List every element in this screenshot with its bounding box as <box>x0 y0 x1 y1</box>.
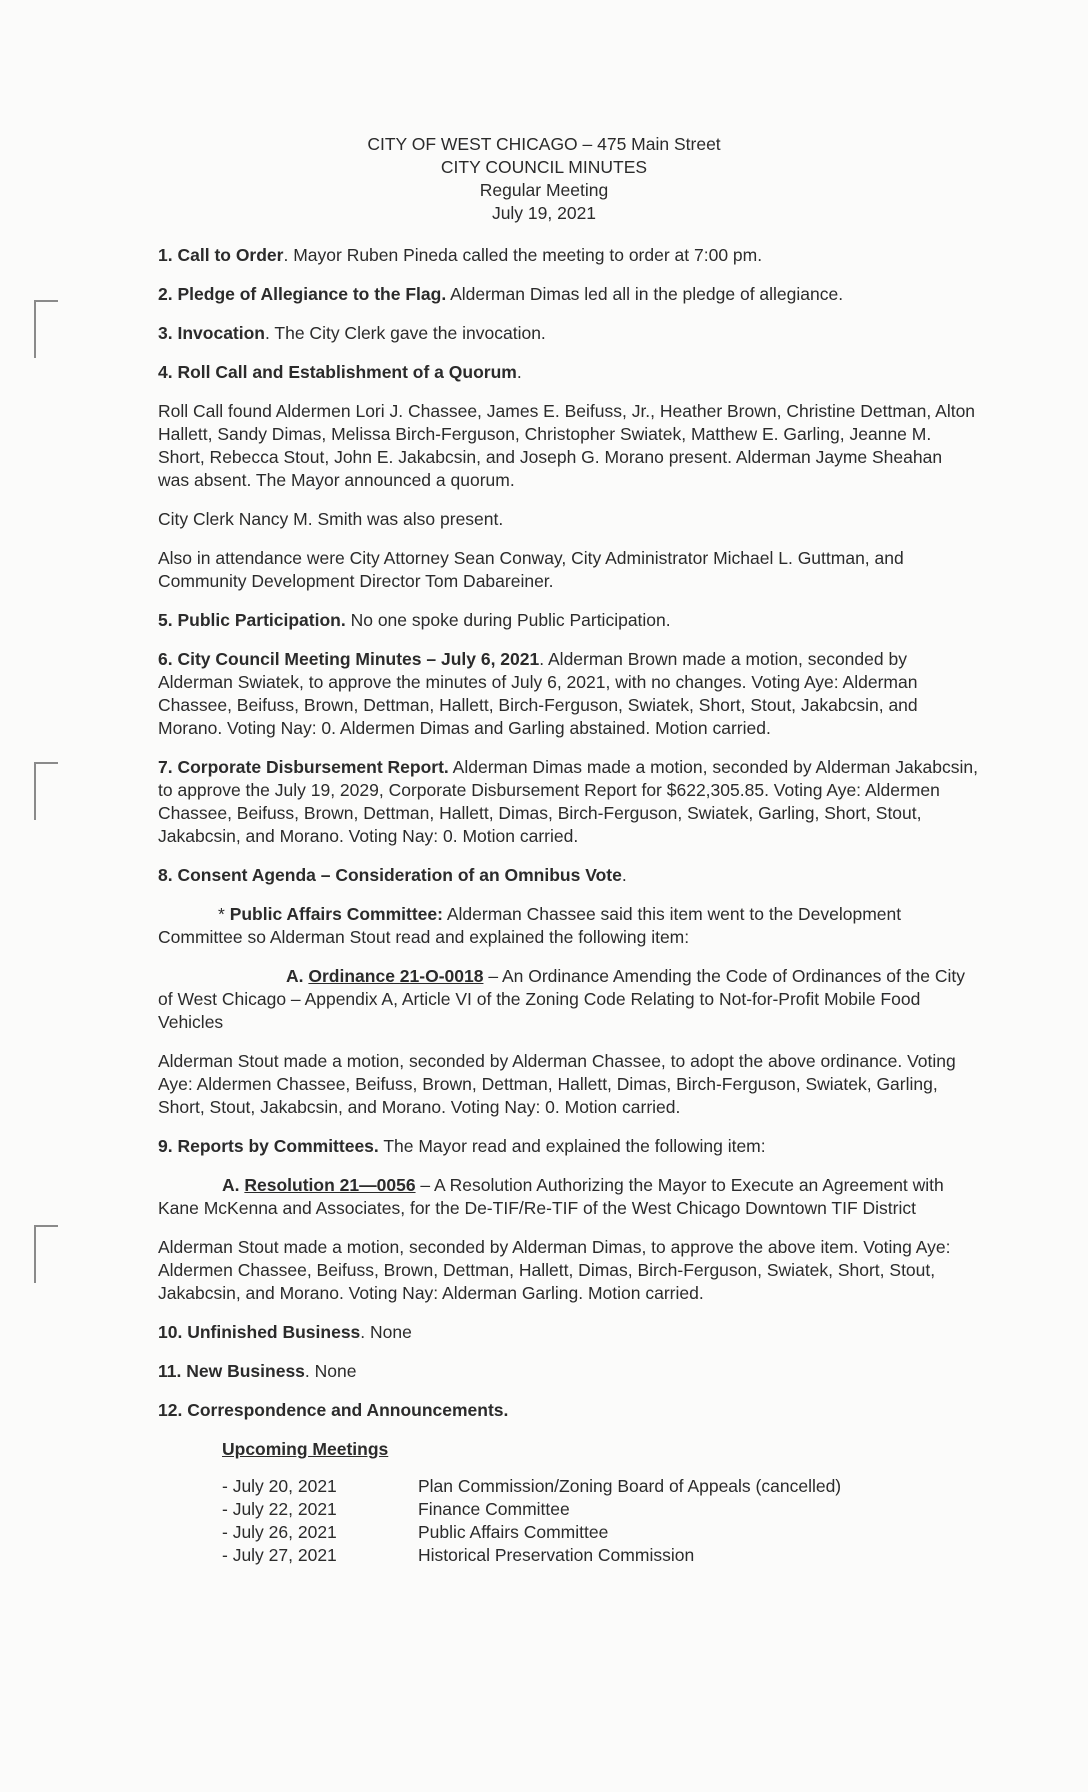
item-text: Alderman Dimas led all in the pledge of allegiance. <box>446 284 844 304</box>
meeting-date: - July 22, 2021 <box>222 1499 337 1519</box>
clerk-paragraph: City Clerk Nancy M. Smith was also present. <box>158 509 504 529</box>
header-date: July 19, 2021 <box>491 203 597 223</box>
item-roll-call <box>158 361 978 384</box>
item-public-participation <box>158 609 978 632</box>
meeting-name: Historical Preservation Commission <box>418 1545 695 1565</box>
committee-paragraph <box>158 903 978 949</box>
item-new-business <box>158 1360 978 1383</box>
ordinance-label: A. <box>286 966 309 986</box>
item-reports-by-committees <box>158 1135 978 1158</box>
item-correspondence <box>158 1399 978 1422</box>
meeting-date: - July 27, 2021 <box>222 1545 337 1565</box>
committee-name: Public Affairs Committee: <box>229 904 443 924</box>
item-title: Unfinished Business <box>187 1322 361 1342</box>
meeting-name: Public Affairs Committee <box>418 1522 609 1542</box>
item-number: 4. <box>158 362 173 382</box>
item-meeting-minutes <box>158 648 978 740</box>
ordinance-paragraph <box>158 965 978 1034</box>
committee-text: Alderman Chassee said this item went to the Development Committee so Alderman Stout read and explained the following item: <box>158 904 902 947</box>
item-number: 7. <box>158 757 173 777</box>
item-invocation <box>158 322 978 345</box>
item-text: No one spoke during Public Participation. <box>345 610 671 630</box>
header-meeting-type: Regular Meeting <box>479 180 609 200</box>
meeting-date: - July 20, 2021 <box>222 1476 337 1496</box>
resolution-ref: Resolution 21—0056 <box>244 1175 416 1195</box>
meeting-name: Plan Commission/Zoning Board of Appeals (cancelled) <box>418 1476 842 1496</box>
item-title: Invocation <box>177 323 265 343</box>
item-number: 8. <box>158 865 173 885</box>
meeting-row <box>222 1544 978 1567</box>
item-title: Consent Agenda – Consideration of an Omnibus Vote <box>177 865 622 885</box>
item-number: 2. <box>158 284 173 304</box>
item-text: . Alderman Brown made a motion, seconded by Alderman Swiatek, to approve the minutes of July 6, 2021, with no changes. Voting Aye: Alderman Chassee, Beifuss, Brown, Dettman, Hallett, Birch-Ferguson, Swiatek, Short, Stout, Jakabcsin, and Morano. Voting Nay: 0. Aldermen Dimas and Garling abstained. Motion carried. <box>158 649 918 738</box>
item-text: . <box>516 362 522 382</box>
item-number: 1. <box>158 245 173 265</box>
item-pledge <box>158 283 978 306</box>
binding-mark <box>34 1225 58 1283</box>
item-text: . <box>621 865 627 885</box>
item-text: . Mayor Ruben Pineda called the meeting to order at 7:00 pm. <box>283 245 763 265</box>
item-number: 11. <box>158 1361 182 1381</box>
item-disbursement-report <box>158 756 978 848</box>
item-call-to-order <box>158 244 978 267</box>
item-number: 3. <box>158 323 173 343</box>
meeting-date: - July 26, 2021 <box>222 1522 337 1542</box>
upcoming-meetings-heading: Upcoming Meetings <box>222 1439 389 1459</box>
document-header <box>0 133 1088 225</box>
item-text: . None <box>360 1322 412 1342</box>
item-number: 12. <box>158 1400 183 1420</box>
meeting-row <box>222 1475 978 1498</box>
item-title: Correspondence and Announcements. <box>187 1400 509 1420</box>
item-text: Alderman Dimas made a motion, seconded by Alderman Jakabcsin, to approve the July 19, 2029, Corporate Disbursement Report for $622,305.85. Voting Aye: Aldermen Chassee, Beifuss, Brown, Dettman, Hallett, Dimas, Birch-Ferguson, Swiatek, Garling, Short, Stout, Jakabcsin, and Morano. Voting Nay: 0. Motion carried. <box>158 757 978 846</box>
star-marker: * <box>218 904 230 924</box>
resolution-text: – A Resolution Authorizing the Mayor to Execute an Agreement with Kane McKenna and Associates, for the De-TIF/Re-TIF of the West Chicago Downtown TIF District <box>158 1175 944 1218</box>
item-title: City Council Meeting Minutes – July 6, 2021 <box>177 649 540 669</box>
ordinance-ref: Ordinance 21-O-0018 <box>308 966 484 986</box>
resolution-motion-paragraph: Alderman Stout made a motion, seconded by Alderman Dimas, to approve the above item. Voting Aye: Aldermen Chassee, Beifuss, Brown, Dettman, Hallett, Dimas, Birch-Ferguson, Swiatek, Short, Stout, Jakabcsin, and Morano. Voting Nay: Alderman Garling. Motion carried. <box>158 1237 951 1303</box>
item-title: Corporate Disbursement Report. <box>177 757 449 777</box>
header-title: CITY COUNCIL MINUTES <box>440 157 648 177</box>
attendance-paragraph: Also in attendance were City Attorney Sean Conway, City Administrator Michael L. Guttman, and Community Development Director Tom Dabareiner. <box>158 548 904 591</box>
item-unfinished-business <box>158 1321 978 1344</box>
header-address: CITY OF WEST CHICAGO – 475 Main Street <box>367 134 721 154</box>
item-title: Roll Call and Establishment of a Quorum <box>177 362 517 382</box>
ordinance-text: – An Ordinance Amending the Code of Ordinances of the City of West Chicago – Appendix A, Article VI of the Zoning Code Relating to Not-for-Profit Mobile Food Vehicles <box>158 966 965 1032</box>
item-title: New Business <box>186 1361 305 1381</box>
ordinance-motion-paragraph: Alderman Stout made a motion, seconded by Alderman Chassee, to adopt the above ordinance. Voting Aye: Aldermen Chassee, Beifuss, Brown, Dettman, Hallett, Dimas, Birch-Ferguson, Swiatek, Garling, Short, Stout, Jakabcsin, and Morano. Voting Nay: 0. Motion carried. <box>158 1051 956 1117</box>
roll-call-paragraph: Roll Call found Aldermen Lori J. Chassee, James E. Beifuss, Jr., Heather Brown, Christine Dettman, Alton Hallett, Sandy Dimas, Melissa Birch-Ferguson, Christopher Swiatek, Matthew E. Garling, Jeanne M. Short, Rebecca Stout, John E. Jakabcsin, and Joseph G. Morano present. Alderman Jayme Sheahan was absent. The Mayor announced a quorum. <box>158 401 976 490</box>
item-number: 5. <box>158 610 173 630</box>
item-number: 10. <box>158 1322 183 1342</box>
meeting-row <box>222 1498 978 1521</box>
item-text: . None <box>304 1361 357 1381</box>
binding-mark <box>34 762 58 820</box>
resolution-paragraph <box>158 1174 978 1220</box>
meeting-row <box>222 1521 978 1544</box>
item-title: Pledge of Allegiance to the Flag. <box>177 284 447 304</box>
item-number: 9. <box>158 1136 173 1156</box>
meeting-name: Finance Committee <box>418 1499 570 1519</box>
binding-mark <box>34 300 58 358</box>
item-text: The Mayor read and explained the following item: <box>378 1136 766 1156</box>
item-title: Public Participation. <box>177 610 346 630</box>
resolution-label: A. <box>222 1175 245 1195</box>
item-number: 6. <box>158 649 173 669</box>
item-text: . The City Clerk gave the invocation. <box>265 323 546 343</box>
item-title: Call to Order <box>177 245 284 265</box>
minutes-body <box>158 244 978 1567</box>
item-consent-agenda <box>158 864 978 887</box>
item-title: Reports by Committees. <box>177 1136 379 1156</box>
